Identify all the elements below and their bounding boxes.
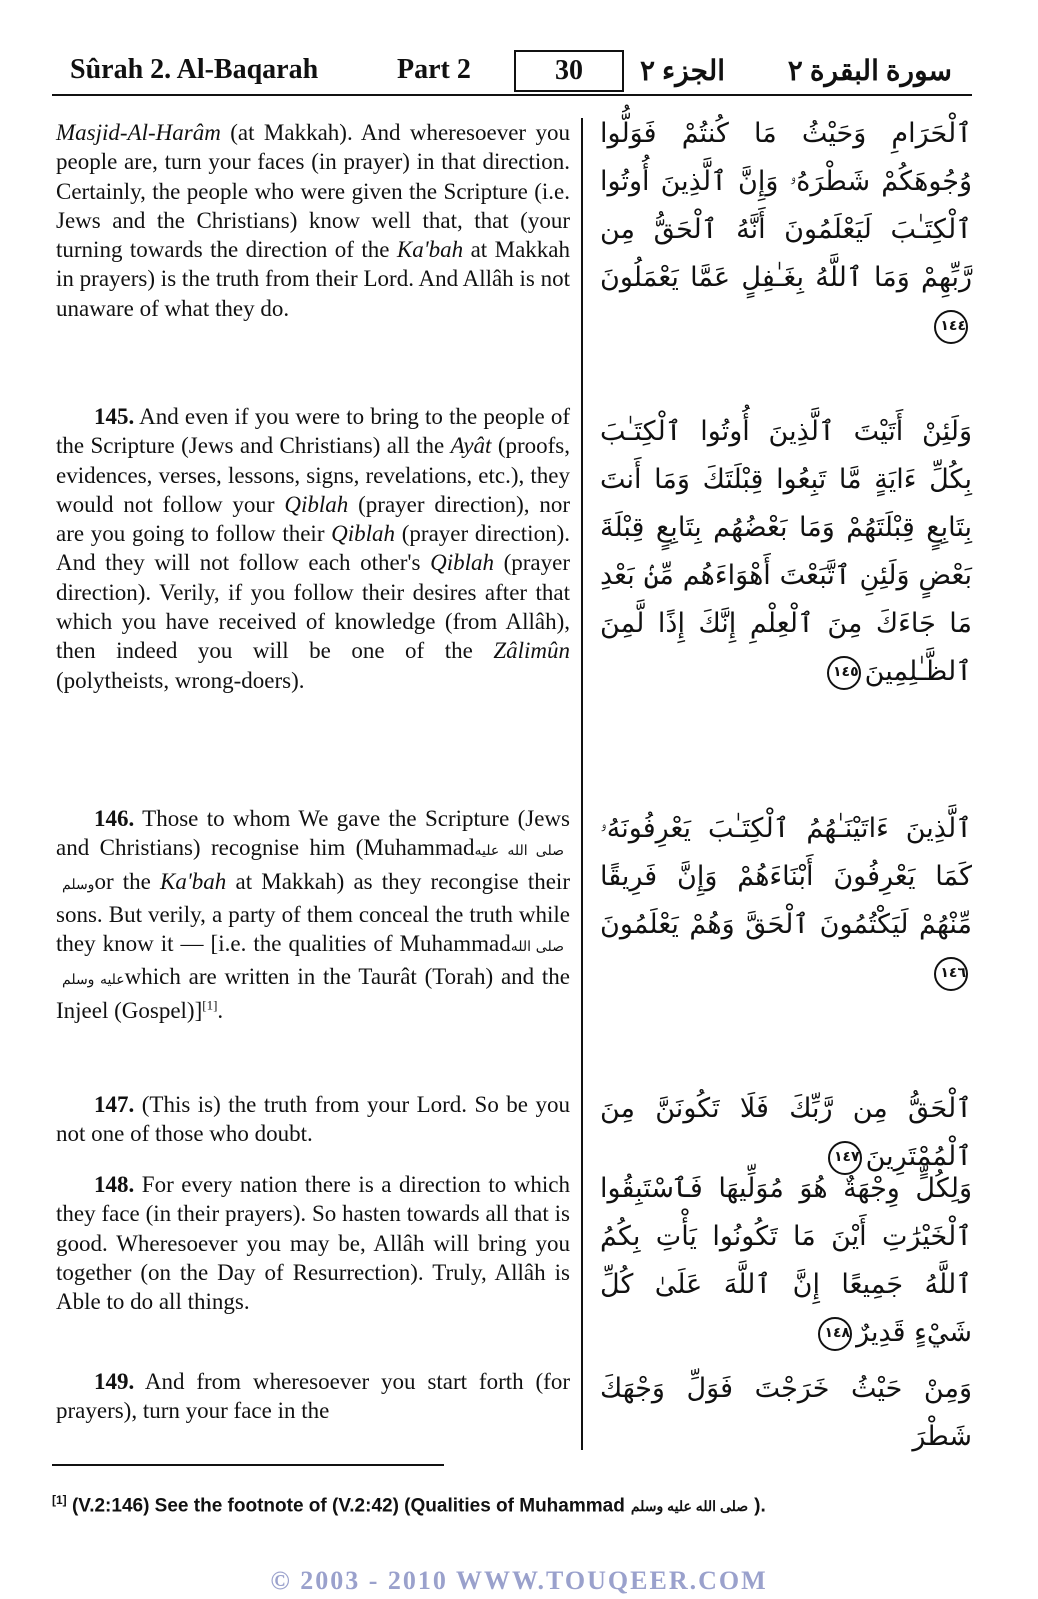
verse-number: 146.	[94, 806, 135, 831]
italic-term: Zâlimûn	[493, 638, 570, 664]
verse-number: 145.	[94, 404, 135, 429]
italic-term: Masjid-Al-Harâm	[56, 120, 221, 145]
italic-term: Ka'bah	[160, 868, 227, 894]
translation-text: (prayer direction). Verily, if you follow their desires after that which you have received of knowledge (from Allâh), then indeed you will be one of the	[56, 550, 570, 664]
translation-verse-145	[56, 402, 570, 695]
verse-marker-icon: ١٤٥	[827, 656, 861, 690]
translation-verse-146	[56, 804, 570, 1025]
surah-title-en: Sûrah 2. Al-Baqarah	[70, 54, 319, 85]
italic-term: Ka'bah	[396, 237, 464, 263]
italic-term: Qiblah	[331, 521, 396, 547]
verse-marker-icon: ١٤٦	[934, 957, 968, 991]
verse-marker-icon: ١٤٤	[934, 310, 968, 344]
italic-term: Ayât	[450, 433, 492, 459]
verse-marker-icon: ١٤٧	[828, 1141, 862, 1175]
verse-marker-icon: ١٤٨	[818, 1317, 852, 1351]
arabic-text: وَمِنْ حَيْثُ خَرَجْتَ فَوَلِّ وَجْهَكَ شَطْرَ	[600, 1373, 972, 1452]
header-divider	[52, 94, 972, 96]
verse-number: 149.	[94, 1369, 135, 1394]
part-label-ar: الجزء ٢	[640, 56, 726, 87]
arabic-text: ٱلْحَقُّ مِن رَّبِّكَ فَلَا تَكُونَنَّ مِنَ ٱلْمُمْتَرِينَ	[600, 1093, 972, 1172]
translation-verse-147	[56, 1090, 570, 1149]
italic-term: Qiblah	[430, 550, 494, 576]
translation-text: at Makkah in prayers) is the truth from their Lord. And Allâh is not unaware of what they do.	[56, 237, 570, 321]
translation-text: (This is) the truth from your Lord. So be you not one of those who doubt.	[56, 1092, 570, 1147]
footnote-divider	[52, 1464, 444, 1466]
verse-number: 147.	[94, 1092, 135, 1117]
part-label-en: Part 2	[397, 54, 471, 85]
arabic-verse-148	[600, 1165, 972, 1357]
translation-text: Those to whom We gave the Scripture (Jews and Christians) recognise him (Muhammad	[56, 806, 570, 861]
translation-verse-149	[56, 1367, 570, 1426]
arabic-text: وَلَئِنْ أَتَيْتَ ٱلَّذِينَ أُوتُوا ٱلْكِتَـٰبَ بِكُلِّ ءَايَةٍ مَّا تَبِعُوا قِبْلَتَكَ وَمَا أَنتَ بِتَابِعٍ قِبْلَتَهُمْ وَمَا بَعْضُهُم بِتَابِعٍ قِبْلَةَ بَعْضٍ وَلَئِنِ ٱتَّبَعْتَ أَهْوَاءَهُم مِّنۢ بَعْدِ مَا جَاءَكَ مِنَ ٱلْعِلْمِ إِنَّكَ إِذًا لَّمِنَ ٱلظَّـٰلِمِينَ	[600, 416, 972, 687]
footnote-text: (V.2:146) See the footnote of (V.2:42) (Qualities of Muhammad	[66, 1495, 625, 1517]
translation-text: (polytheists, wrong-doers).	[56, 667, 305, 693]
italic-term: Qiblah	[284, 491, 349, 517]
translation-verse-148	[56, 1170, 570, 1316]
translation-text: or the	[94, 868, 161, 894]
arabic-text: وَلِكُلٍّ وِجْهَةٌ هُوَ مُوَلِّيهَا فَٱسْتَبِقُوا ٱلْخَيْرَٰتِ أَيْنَ مَا تَكُونُوا يَأْتِ بِكُمُ ٱللَّهُ جَمِيعًا إِنَّ ٱللَّهَ عَلَىٰ كُلِّ شَيْءٍ قَدِيرٌ	[600, 1173, 972, 1348]
translation-text: at Makkah) as they recongise their sons. But verily, a party of them conceal the truth while they know it — [i.e. the qualities of Muhammad	[56, 868, 570, 957]
footnote-ref[interactable]: [1]	[202, 997, 218, 1013]
page-number: 30	[514, 50, 624, 92]
footnote	[52, 1493, 982, 1517]
surah-title-ar: سورة البقرة ٢	[787, 56, 952, 87]
translation-text: (at Makkah). And wheresoever you people are, turn your faces (in prayer) in that direction. Certainly, the people who were given the Scripture (i.e. Jews and the Christians) know well that, that (your turning towards the direction of the	[56, 120, 570, 263]
translation-text: (proofs, evidences, verses, lessons, signs, revelations, etc.), they would not follow your	[56, 433, 570, 517]
arabic-verse-144	[600, 110, 972, 350]
salutation-text: صلى الله عليه وسلم	[630, 1498, 749, 1515]
arabic-text: ٱلْحَرَامِ وَحَيْثُ مَا كُنتُمْ فَوَلُّوا وُجُوهَكُمْ شَطْرَهُۥ وَإِنَّ ٱلَّذِينَ أُوتُوا ٱلْكِتَـٰبَ لَيَعْلَمُونَ أَنَّهُ ٱلْحَقُّ مِن رَّبِّهِمْ وَمَا ٱللَّهُ بِغَـٰفِلٍ عَمَّا يَعْمَلُونَ	[600, 118, 972, 293]
verse-number: 148.	[94, 1172, 135, 1197]
page-header	[52, 50, 972, 94]
translation-text: .	[217, 997, 224, 1023]
translation-text: For every nation there is a direction to which they face (in their prayers). So hasten towards all that is good. Wheresoever you may be, Allâh will bring you together (on the Day of Resurrection). Truly, Allâh is Able to do all things.	[56, 1172, 570, 1315]
arabic-text: ٱلَّذِينَ ءَاتَيْنَـٰهُمُ ٱلْكِتَـٰبَ يَعْرِفُونَهُۥ كَمَا يَعْرِفُونَ أَبْنَاءَهُمْ وَإِنَّ فَرِيقًا مِّنْهُمْ لَيَكْتُمُونَ ٱلْحَقَّ وَهُمْ يَعْلَمُونَ	[600, 813, 972, 940]
translation-text: (prayer direction), nor are you going to follow their	[56, 491, 570, 547]
footnote-end: ).	[754, 1495, 766, 1517]
translation-text: (prayer direction). And they will not follow each other's	[56, 521, 570, 576]
salutation-text: صلى الله عليه وسلم	[62, 844, 564, 893]
arabic-verse-149	[600, 1365, 972, 1461]
column-divider	[581, 118, 583, 1450]
copyright-notice: © 2003 - 2010 WWW.TOUQEER.COM	[270, 1566, 768, 1595]
arabic-verse-145	[600, 408, 972, 696]
translation-block-144	[56, 118, 570, 323]
translation-text: And from wheresoever you start forth (for prayers), turn your face in the	[56, 1369, 570, 1424]
translation-text: And even if you were to bring to the people of the Scripture (Jews and Christians) all the	[56, 404, 570, 459]
salutation-text: صلى الله عليه وسلم	[62, 940, 564, 989]
footnote-mark: [1]	[52, 1493, 67, 1507]
translation-text: which are written in the Taurât (Torah) and the Injeel (Gospel)]	[56, 964, 570, 1023]
arabic-verse-146	[600, 805, 972, 997]
